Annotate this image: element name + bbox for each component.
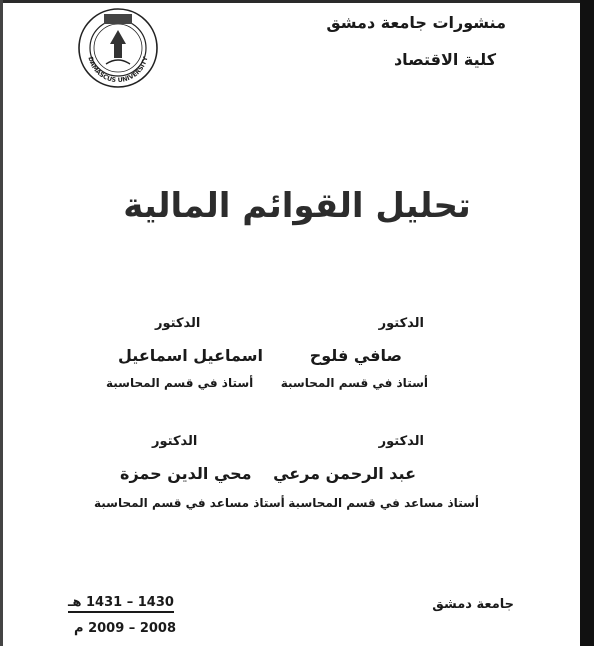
damascus-university-logo <box>76 6 160 90</box>
author-position: أستاذ مساعد في قسم المحاسبة <box>288 496 479 510</box>
author-position: أستاذ مساعد في قسم المحاسبة <box>94 496 285 510</box>
scan-edge-top <box>0 0 594 3</box>
author-degree: الدكتور <box>155 316 201 331</box>
author-degree: الدكتور <box>378 316 424 331</box>
author-degree: الدكتور <box>378 434 424 449</box>
publisher-place: جامعة دمشق <box>432 597 514 612</box>
gregorian-date: 2008 – 2009 م <box>74 621 176 636</box>
logo-text: DAMASCUS UNIVERSITY <box>86 56 150 85</box>
author-position: أستاذ في قسم المحاسبة <box>106 376 254 390</box>
author-degree: الدكتور <box>152 434 198 449</box>
hijri-date: 1430 – 1431 هـ <box>68 595 174 613</box>
author-name: اسماعيل اسماعيل <box>118 346 263 365</box>
author-name: عبد الرحمن مرعي <box>273 464 416 483</box>
publisher-label: منشورات جامعة دمشق <box>326 13 506 32</box>
scan-edge-left <box>0 0 3 646</box>
author-name: محي الدين حمزة <box>120 464 252 483</box>
faculty-label: كلية الاقتصاد <box>393 50 496 69</box>
book-title: تحليل القوائم المالية <box>123 186 471 226</box>
author-position: أستاذ في قسم المحاسبة <box>280 376 428 390</box>
author-name: صافي فلوح <box>309 346 402 365</box>
scan-edge-right <box>580 0 594 646</box>
